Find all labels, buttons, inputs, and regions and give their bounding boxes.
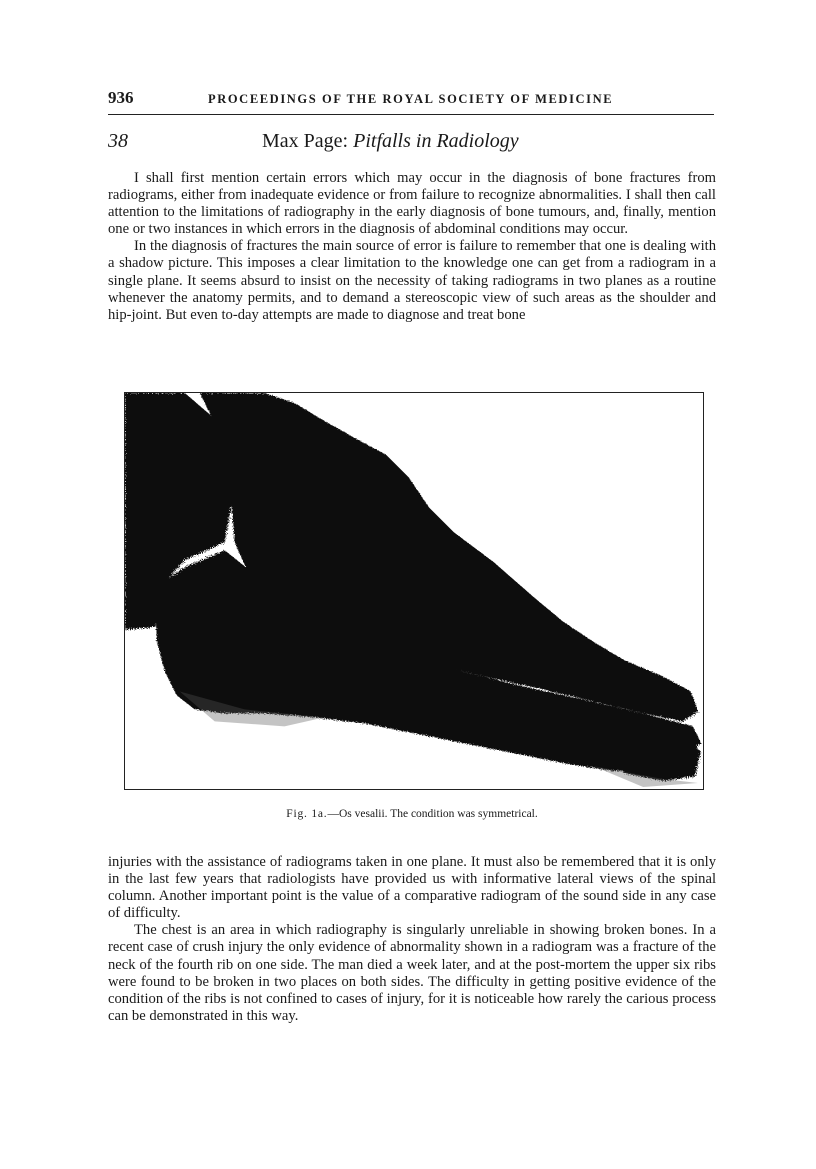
paragraph: In the diagnosis of fractures the main source of error is failure to remember that one is dealing with a shadow picture. This imposes a clear limitation to the knowledge one can get from a radiogram in a single plane. It seems absurd to insist on the necessity of taking radiograms in two planes as a routine whenever the anatomy permits, and to demand a stereoscopic view of such areas as the shoulder and hip-joint. But even to-day attempts are made to diagnose and treat bone (108, 238, 716, 323)
radiograph-image (125, 393, 703, 789)
title-separator: : (342, 130, 354, 152)
paragraph: The chest is an area in which radiography is singularly unreliable in showing broken bones. In a recent case of crush injury the only evidence of abnormality shown in a radiogram was a fracture of the neck of the fourth rib on one side. The man died a week later, and at the post-mortem the upper six ribs were found to be broken in two places on both sides. The difficulty in getting positive evidence of the condition of the ribs is not confined to cases of injury, for it is noticeable how rarely the carious process can be demonstrated in this way. (108, 922, 716, 1024)
section-number: 38 (108, 130, 128, 152)
journal-title: PROCEEDINGS OF THE ROYAL SOCIETY OF MEDICINE (208, 92, 614, 106)
figure-caption (108, 808, 716, 820)
article-title-text: Pitfalls in Radiology (353, 130, 519, 152)
paragraph: I shall first mention certain errors which may occur in the diagnosis of bone fractures from radiograms, either from inadequate evidence or from failure to recognize abnormalities. I shall then call attention to the limitations of radiography in the early diagnosis of bone tumours, and, finally, mention one or two instances in which errors in the diagnosis of abdominal conditions may occur. (108, 170, 716, 238)
article-title (262, 130, 519, 153)
article-author: Max Page (262, 130, 343, 152)
running-header (108, 90, 714, 115)
figure-label: Fig. 1a. (286, 808, 328, 820)
page-number: 936 (108, 88, 134, 107)
figure-caption-text: —Os vesalii. The condition was symmetrical. (327, 808, 538, 820)
body-text-bottom (108, 854, 716, 1025)
paragraph: injuries with the assistance of radiograms taken in one plane. It must also be remembered that it is only in the last few years that radiologists have provided us with informative lateral views of the spinal column. Another important point is the value of a comparative radiogram of the sound side in any case of difficulty. (108, 854, 716, 922)
radiograph-figure (124, 392, 704, 790)
body-text-top (108, 170, 716, 324)
